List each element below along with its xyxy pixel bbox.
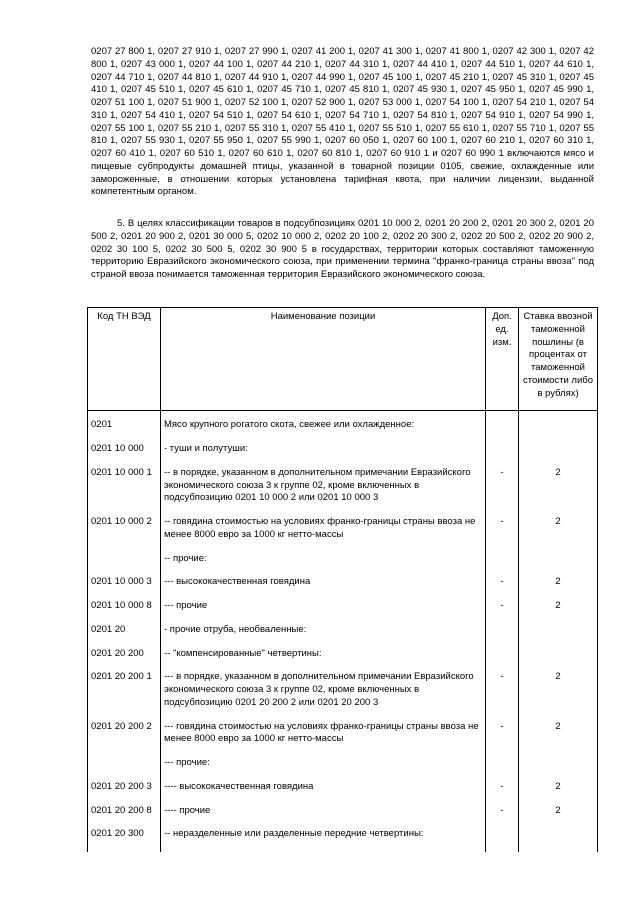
row-code: 0201 20 200	[88, 648, 161, 672]
table-row	[88, 828, 598, 852]
row-unit: -	[486, 721, 519, 758]
row-code	[88, 757, 161, 781]
row-name: --- прочие:	[161, 757, 486, 781]
row-unit	[486, 624, 519, 648]
row-code: 0201 20 200 1	[88, 671, 161, 720]
row-unit: -	[486, 805, 519, 829]
table-row	[88, 671, 598, 720]
row-code: 0201 20	[88, 624, 161, 648]
table-body	[88, 411, 598, 852]
row-unit	[486, 648, 519, 672]
row-code	[88, 553, 161, 577]
header-code: Код ТН ВЭД	[88, 308, 161, 411]
table-row	[88, 576, 598, 600]
table-row	[88, 721, 598, 758]
row-unit: -	[486, 781, 519, 805]
table-row	[88, 624, 598, 648]
table-row	[88, 411, 598, 443]
table-row	[88, 781, 598, 805]
row-code: 0201 10 000 1	[88, 467, 161, 516]
row-unit	[486, 411, 519, 443]
row-rate	[519, 411, 598, 443]
row-unit: -	[486, 576, 519, 600]
row-name: ---- прочие	[161, 805, 486, 829]
row-unit: -	[486, 467, 519, 516]
table-row	[88, 516, 598, 553]
table-row	[88, 600, 598, 624]
row-rate: 2	[519, 781, 598, 805]
table-row	[88, 757, 598, 781]
table-row	[88, 648, 598, 672]
row-code: 0201 10 000	[88, 443, 161, 467]
row-name: --- говядина стоимостью на условиях франко-границы страны ввоза не менее 8000 евро за 1000 кг нетто-массы	[161, 721, 486, 758]
row-name: -- "компенсированные" четвертины:	[161, 648, 486, 672]
row-rate	[519, 553, 598, 577]
row-rate: 2	[519, 576, 598, 600]
row-name: --- в порядке, указанном в дополнительном примечании Евразийского экономического союза 3 к группе 02, кроме включенных в подсубпозицию 0201 20 200 2 или 0201 20 200 3	[161, 671, 486, 720]
row-code: 0201 20 200 3	[88, 781, 161, 805]
row-rate: 2	[519, 600, 598, 624]
row-rate: 2	[519, 721, 598, 758]
row-unit	[486, 443, 519, 467]
row-unit	[486, 553, 519, 577]
row-name: - туши и полутуши:	[161, 443, 486, 467]
row-name: --- прочие	[161, 600, 486, 624]
row-rate: 2	[519, 516, 598, 553]
tariff-table	[87, 307, 598, 852]
row-name: -- неразделенные или разделенные передние четвертины:	[161, 828, 486, 852]
table-row	[88, 805, 598, 829]
table-row	[88, 553, 598, 577]
row-name: -- в порядке, указанном в дополнительном примечании Евразийского экономического союза 3 к группе 02, кроме включенных в подсубпозицию 0201 10 000 2 или 0201 10 000 3	[161, 467, 486, 516]
row-code: 0201	[88, 411, 161, 443]
row-name: - прочие отруба, необваленные:	[161, 624, 486, 648]
row-unit	[486, 757, 519, 781]
table-header-row	[88, 308, 598, 411]
table-row	[88, 443, 598, 467]
row-unit: -	[486, 671, 519, 720]
row-rate	[519, 828, 598, 852]
row-rate	[519, 624, 598, 648]
row-name: -- прочие:	[161, 553, 486, 577]
paragraph-5: 5. В целях классификации товаров в подсубпозициях 0201 10 000 2, 0201 20 200 2, 0201 20 300 2, 0201 20 500 2, 0201 20 900 2, 0201 30 000 5, 0202 10 000 2, 0202 20 100 2, 0202 20 300 2, 0202 20 500 2, 0202 20 900 2, 0202 30 100 5, 0202 30 500 5, 0202 30 900 5 в государствах, территории которых составляют таможенную территорию Евразийского экономического союза, при применении термина "франко-граница страны ввоза" под страной ввоза понимается таможенная территория Евразийского экономического союза.	[91, 218, 594, 280]
row-code: 0201 10 000 8	[88, 600, 161, 624]
header-name: Наименование позиции	[161, 308, 486, 411]
row-rate: 2	[519, 671, 598, 720]
row-unit: -	[486, 600, 519, 624]
row-name: Мясо крупного рогатого скота, свежее или охлажденное:	[161, 411, 486, 443]
row-rate: 2	[519, 467, 598, 516]
row-name: --- высококачественная говядина	[161, 576, 486, 600]
row-rate	[519, 757, 598, 781]
row-name: -- говядина стоимостью на условиях франко-границы страны ввоза не менее 8000 евро за 1000 кг нетто-массы	[161, 516, 486, 553]
table-row	[88, 467, 598, 516]
row-code: 0201 20 200 8	[88, 805, 161, 829]
paragraph-codes: 0207 27 800 1, 0207 27 910 1, 0207 27 990 1, 0207 41 200 1, 0207 41 300 1, 0207 41 800 1, 0207 42 300 1, 0207 42 800 1, 0207 43 000 1, 0207 44 100 1, 0207 44 210 1, 0207 44 310 1, 0207 44 410 1, 0207 44 510 1, 0207 44 610 1, 0207 44 710 1, 0207 44 810 1, 0207 44 910 1, 0207 44 990 1, 0207 45 100 1, 0207 45 210 1, 0207 45 310 1, 0207 45 410 1, 0207 45 510 1, 0207 45 610 1, 0207 45 710 1, 0207 45 810 1, 0207 45 930 1, 0207 45 950 1, 0207 45 990 1, 0207 51 100 1, 0207 51 900 1, 0207 52 100 1, 0207 52 900 1, 0207 53 000 1, 0207 54 100 1, 0207 54 210 1, 0207 54 310 1, 0207 54 410 1, 0207 54 510 1, 0207 54 610 1, 0207 54 710 1, 0207 54 810 1, 0207 54 910 1, 0207 54 990 1, 0207 55 100 1, 0207 55 210 1, 0207 55 310 1, 0207 55 410 1, 0207 55 510 1, 0207 55 610 1, 0207 55 710 1, 0207 55 810 1, 0207 55 930 1, 0207 55 950 1, 0207 55 990 1, 0207 60 050 1, 0207 60 100 1, 0207 60 210 1, 0207 60 310 1, 0207 60 410 1, 0207 60 510 1, 0207 60 610 1, 0207 60 810 1, 0207 60 910 1 и 0207 60 990 1 включаются мясо и пищевые субпродукты домашней птицы, указанной в товарной позиции 0105, свежие, охлажденные или замороженные, в отношении которых установлена тарифная квота, при наличии лицензии, выданной компетентным органом.	[91, 46, 594, 198]
row-code: 0201 10 000 3	[88, 576, 161, 600]
row-rate	[519, 648, 598, 672]
row-rate	[519, 443, 598, 467]
row-name: ---- высококачественная говядина	[161, 781, 486, 805]
header-unit: Доп. ед. изм.	[486, 308, 519, 411]
row-unit: -	[486, 516, 519, 553]
row-code: 0201 10 000 2	[88, 516, 161, 553]
row-unit	[486, 828, 519, 852]
row-code: 0201 20 200 2	[88, 721, 161, 758]
row-code: 0201 20 300	[88, 828, 161, 852]
header-rate: Ставка ввозной таможенной пошлины (в процентах от таможенной стоимости либо в рублях)	[519, 308, 598, 411]
row-rate: 2	[519, 805, 598, 829]
